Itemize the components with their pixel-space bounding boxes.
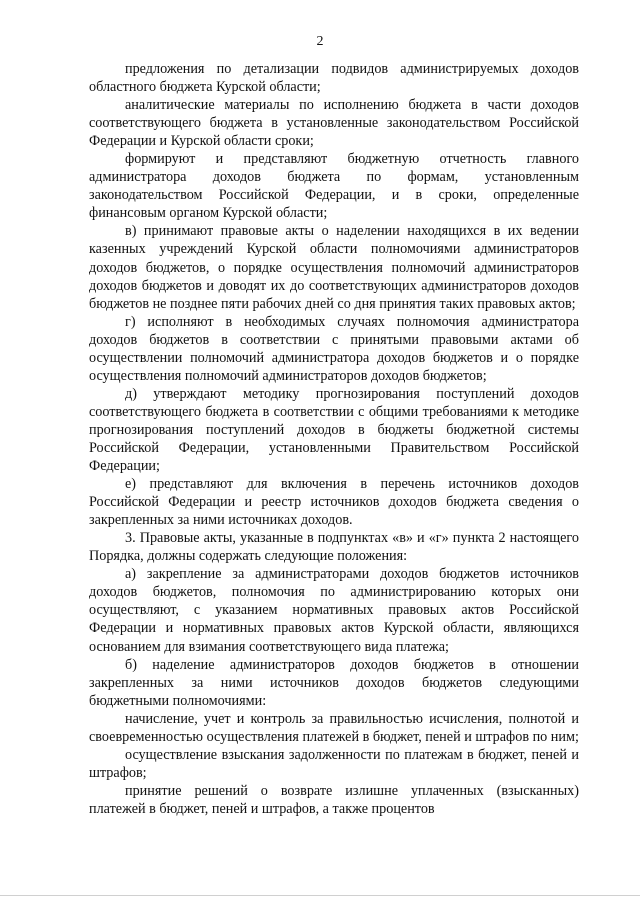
paragraph-reporting: формируют и представляют бюджетную отчетность главного администратора доходов бюджета по формам, установленным законодательством Российской Федерации, и в сроки, определенные финансовым органом Курской области; [89,151,579,222]
paragraph-proposals: предложения по детализации подвидов администрируемых доходов областного бюджета Курской области; [89,61,579,96]
page-bottom-edge [0,895,640,896]
paragraph-item-a: а) закрепление за администраторами доходов бюджетов источников доходов бюджетов, полномочия по администрированию которых они осуществляют, с указанием нормативных правовых актов Российской Федерации и нормативных правовых актов Курской области, являющихся основанием для взимания соответствующего вида платежа; [89,566,579,655]
paragraph-analytics: аналитические материалы по исполнению бюджета в части доходов соответствующего бюджета в установленные законодательством Российской Федерации и Курской области сроки; [89,97,579,150]
document-text [89,60,579,818]
paragraph-item-g: г) исполняют в необходимых случаях полномочия администратора доходов бюджетов в соответствии с принятыми правовыми актами об осуществлении полномочий администратора доходов бюджетов и о порядке осуществления полномочий администраторов доходов бюджетов; [89,313,579,384]
paragraph-collection: осуществление взыскания задолженности по платежам в бюджет, пеней и штрафов; [89,746,579,781]
paragraph-item-b: б) наделение администраторов доходов бюджетов в отношении закрепленных за ними источников доходов бюджетов следующими бюджетными полномочиями: [89,656,579,709]
paragraph-item-v: в) принимают правовые акты о наделении находящихся в их ведении казенных учреждений Курской области полномочиями администраторов доходов бюджетов, о порядке осуществления полномочий администраторов доходов бюджетов и доводят их до соответствующих администраторов доходов бюджетов не позднее пяти рабочих дней со дня принятия таких правовых актов; [89,223,579,312]
paragraph-item-e: е) представляют для включения в перечень источников доходов Российской Федерации и реестр источников доходов бюджета сведения о закрепленных за ними источниках доходов. [89,476,579,529]
paragraph-section-3: 3. Правовые акты, указанные в подпунктах «в» и «г» пункта 2 настоящего Порядка, должны содержать следующие положения: [89,530,579,565]
paragraph-refund: принятие решений о возврате излишне уплаченных (взысканных) платежей в бюджет, пеней и штрафов, а также процентов [89,782,579,817]
paragraph-accrual: начисление, учет и контроль за правильностью исчисления, полнотой и своевременностью осуществления платежей в бюджет, пеней и штрафов по ним; [89,710,579,745]
page-number: 2 [316,34,324,49]
paragraph-item-d: д) утверждают методику прогнозирования поступлений доходов соответствующего бюджета в соответствии с общими требованиями к методике прогнозирования поступлений доходов в бюджеты бюджетной системы Российской Федерации, установленными Правительством Российской Федерации; [89,385,579,475]
